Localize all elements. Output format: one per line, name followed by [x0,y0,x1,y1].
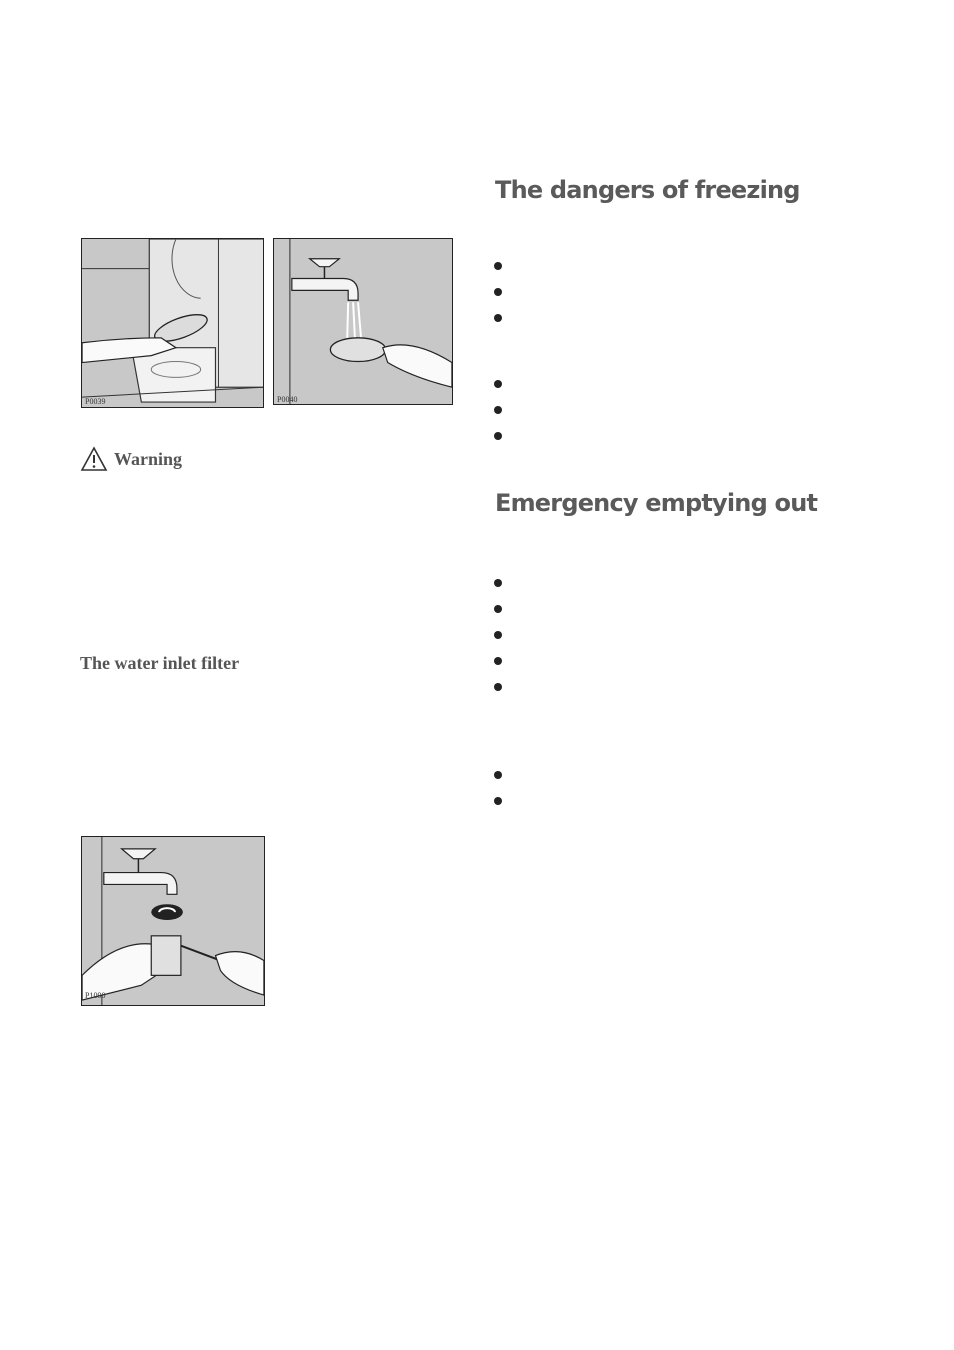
drain-filter-cleaning-illustration [82,239,263,407]
emergency-emptying-heading: Emergency emptying out [495,489,818,517]
list-bullet [494,314,502,322]
inlet-filter-brushing-illustration [82,837,264,1005]
figure-inlet-filter [81,836,265,1006]
figure-code: P0040 [277,395,298,404]
list-bullet [494,380,502,388]
list-bullet [494,631,502,639]
figure-drain-filter [81,238,264,408]
list-bullet [494,797,502,805]
list-bullet [494,657,502,665]
list-bullet [494,683,502,691]
list-bullet [494,605,502,613]
warning-triangle-icon [80,446,108,472]
figure-code: P1090 [85,991,106,1000]
list-bullet [494,288,502,296]
list-bullet [494,771,502,779]
list-bullet [494,579,502,587]
warning-label: Warning [80,445,182,473]
water-inlet-filter-heading: The water inlet filter [80,653,240,673]
filter-rinsing-under-tap-illustration [274,239,452,404]
figure-code: P0039 [85,397,106,406]
list-bullet [494,432,502,440]
list-bullet [494,406,502,414]
figure-filter-rinsing [273,238,453,405]
list-bullet [494,262,502,270]
dangers-of-freezing-heading: The dangers of freezing [495,176,800,204]
